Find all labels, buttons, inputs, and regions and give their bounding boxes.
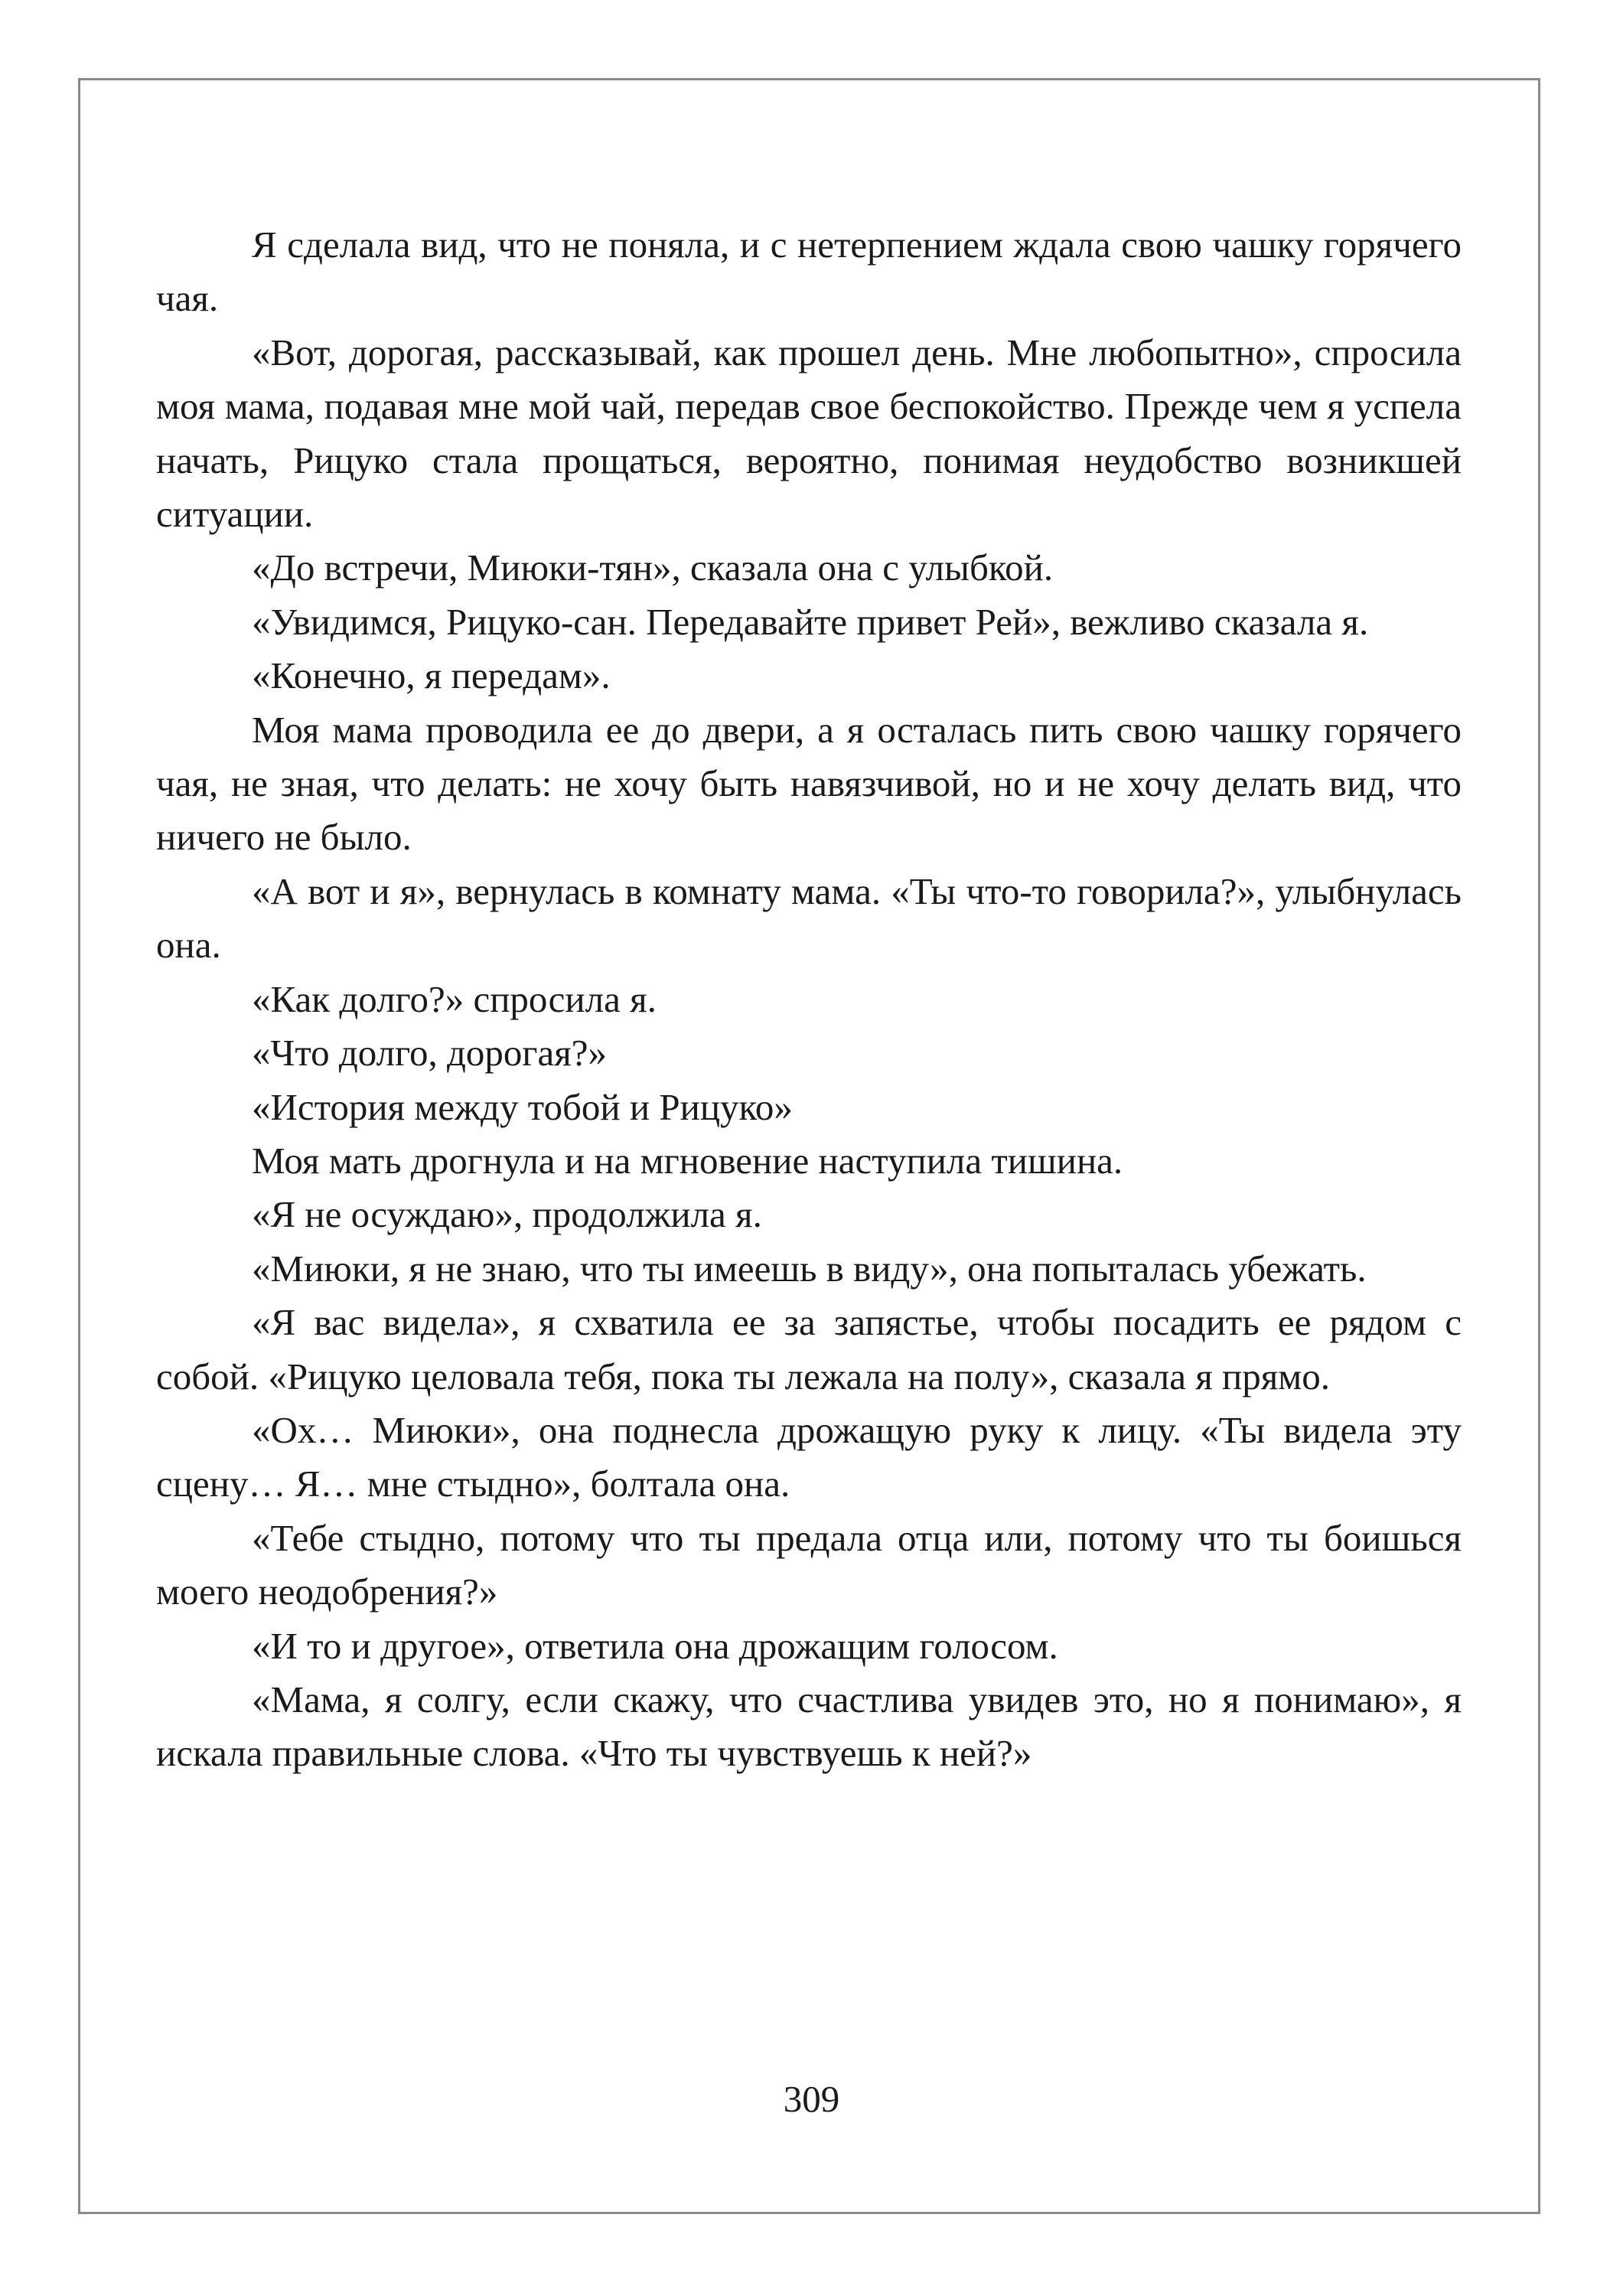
paragraph: «Как долго?» спросила я.	[252, 977, 657, 1020]
paragraph: «История между тобой и Рицуко»	[252, 1085, 793, 1128]
paragraph: «Мама, я солгу, если скажу, что счастлива увидев это, но я понимаю», я искала правильные слова. «Что ты чувствуешь к ней?»	[156, 1678, 1462, 1775]
paragraph: «Я не осуждаю», продолжила я.	[252, 1193, 762, 1236]
paragraph: Я сделала вид, что не поняла, и с нетерпением ждала свою чашку горячего чая.	[156, 223, 1462, 320]
body-text	[156, 218, 1462, 1781]
paragraph: «До встречи, Миюки-тян», сказала она с улыбкой.	[252, 546, 1054, 589]
paragraph: «Увидимся, Рицуко-сан. Передавайте привет Рей», вежливо сказала я.	[252, 600, 1369, 643]
paragraph: «Ох… Миюки», она поднесла дрожащую руку к лицу. «Ты видела эту сцену… Я… мне стыдно», болтала она.	[156, 1408, 1462, 1505]
paragraph: «И то и другое», ответила она дрожащим голосом.	[252, 1624, 1058, 1667]
page-number: 309	[783, 2078, 840, 2120]
paragraph: «Вот, дорогая, рассказывай, как прошел день. Мне любопытно», спросила моя мама, подавая мне мой чай, передав свое беспокойство. Прежде чем я успела начать, Рицуко стала прощаться, вероятно, понимая неудобство возникшей ситуации.	[156, 331, 1462, 536]
paragraph: «А вот и я», вернулась в комнату мама. «Ты что-то говорила?», улыбнулась она.	[156, 869, 1462, 967]
paragraph: «Миюки, я не знаю, что ты имеешь в виду», она попыталась убежать.	[252, 1247, 1367, 1290]
paragraph: «Что долго, дорогая?»	[252, 1032, 608, 1075]
paragraph: Моя мама проводила ее до двери, а я осталась пить свою чашку горячего чая, не зная, что делать: не хочу быть навязчивой, но и не хочу делать вид, что ничего не было.	[156, 708, 1462, 859]
paragraph: Моя мать дрогнула и на мгновение наступила тишина.	[252, 1139, 1123, 1182]
paragraph: «Я вас видела», я схватила ее за запястье, чтобы посадить ее рядом с собой. «Рицуко целовала тебя, пока ты лежала на полу», сказала я прямо.	[156, 1301, 1462, 1397]
paragraph: «Тебе стыдно, потому что ты предала отца или, потому что ты боишься моего неодобрения?»	[156, 1516, 1462, 1613]
paragraph: «Конечно, я передам».	[252, 654, 611, 697]
